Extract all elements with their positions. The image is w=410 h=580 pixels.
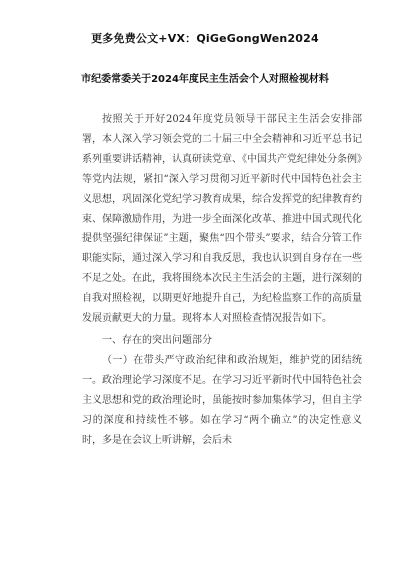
section-paragraph: （一）在带头严守政治纪律和政治规矩，维护党的团结统一。政治理论学习深度不足。在学习习近平新时代中国特色社会主义思想和党的政治理论时，虽能按时参加集体学习，但自主学习的深度和持续性不够。如在学习“两个确立”的决定性意义时，多是在会议上听讲解，会后未 [82,354,362,446]
page-header: 更多免费公文+VX：QiGeGongWen2024 [91,32,319,45]
section-heading: 一、存在的突出问题部分 [102,334,212,346]
intro-paragraph: 按照关于开好2024年度党员领导干部民主生活会安排部署，本人深入学习领会党的二十届三中全会精神和习近平总书记系列重要讲话精神，认真研读党章、《中国共产党纪律处分条例》等党内法规，紧扣“深入学习贯彻习近平新时代中国特色社会主义思想，巩固深化党纪学习教育成果，综合发挥党的纪律教育约束、保障激励作用，为进一步全面深化改革、推进中国式现代化提供坚强纪律保证”主题，聚焦“四个带头”要求，结合分管工作职能实际，通过深入学习和自我反思，我也认识到自身存在一些不足之处。在此，我将围绕本次民主生活会的主题，进行深刻的自我对照检视，以期更好地提升自己，为纪检监察工作的高质量发展贡献更大的力量。现将本人对照检查情况报告如下。 [82,114,362,325]
document-title: 市纪委常委关于2024年度民主生活会个人对照检视材料 [81,74,329,85]
document-body [82,110,362,450]
